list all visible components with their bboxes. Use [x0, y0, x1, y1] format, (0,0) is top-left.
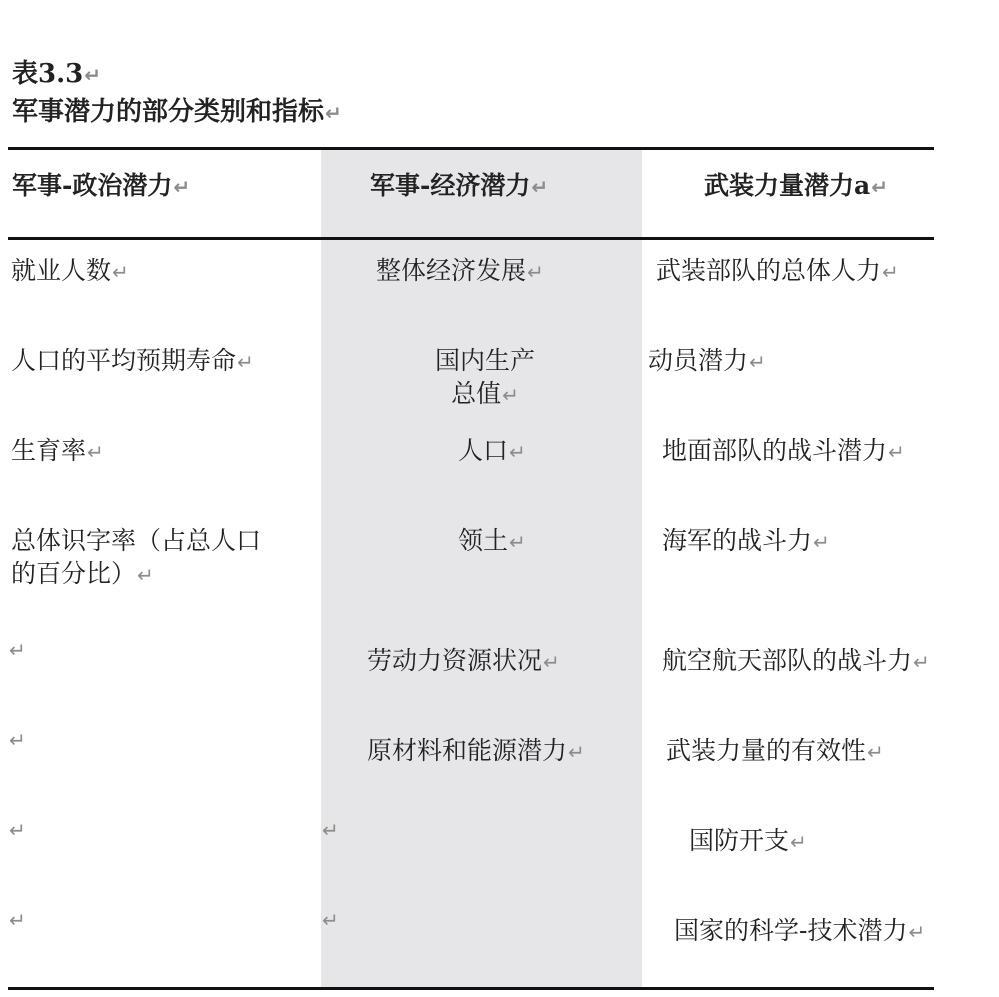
table-bottom-rule — [8, 987, 934, 990]
column-header-armed-forces: 武装力量潜力a↵ — [704, 171, 888, 200]
paragraph-mark-icon: ↵ — [173, 175, 191, 199]
table-cell: 国防开支↵ — [689, 826, 807, 855]
table-cell — [8, 812, 26, 847]
paragraph-mark-icon: ↵ — [84, 63, 101, 87]
paragraph-mark-icon: ↵ — [913, 650, 930, 674]
paragraph-mark-icon: ↵ — [112, 260, 129, 284]
paragraph-mark-icon: ↵ — [568, 740, 585, 764]
table-cell: 人口↵ — [458, 436, 526, 465]
paragraph-mark-icon: ↵ — [509, 440, 526, 464]
table-cell: 总体识字率（占总人口的百分比）↵ — [11, 526, 262, 588]
paragraph-mark-icon: ↵ — [908, 920, 926, 944]
table-cell: 武装部队的总体人力↵ — [656, 256, 899, 285]
paragraph-mark-icon: ↵ — [322, 908, 339, 932]
paragraph-mark-icon: ↵ — [87, 440, 104, 464]
table-cell: 领土↵ — [458, 526, 526, 555]
table-cell — [8, 902, 26, 937]
paragraph-mark-icon: ↵ — [813, 530, 830, 554]
paragraph-mark-icon: ↵ — [871, 175, 888, 199]
table-cell: 动员潜力↵ — [648, 346, 766, 375]
paragraph-mark-icon: ↵ — [237, 350, 254, 374]
paragraph-mark-icon: ↵ — [531, 175, 549, 199]
table-cell — [8, 632, 26, 667]
table-cell: 整体经济发展↵ — [376, 256, 544, 285]
paragraph-mark-icon: ↵ — [9, 908, 26, 932]
table-number: 表3.3↵ — [12, 59, 101, 89]
paragraph-mark-icon: ↵ — [322, 818, 339, 842]
table-cell: 地面部队的战斗潜力↵ — [662, 436, 905, 465]
table-header-rule — [8, 237, 934, 240]
table-cell: 就业人数↵ — [11, 256, 129, 285]
paragraph-mark-icon: ↵ — [543, 650, 560, 674]
table-cell — [8, 722, 26, 757]
paragraph-mark-icon: ↵ — [867, 740, 884, 764]
paragraph-mark-icon: ↵ — [9, 818, 26, 842]
column-header-political: 军事-政治潜力↵ — [12, 171, 191, 200]
paragraph-mark-icon: ↵ — [9, 638, 26, 662]
table-top-rule — [8, 147, 934, 150]
table-cell: 武装力量的有效性↵ — [666, 736, 884, 765]
paragraph-mark-icon: ↵ — [790, 830, 807, 854]
table-cell: 国内生产总值↵ — [434, 346, 535, 408]
table-cell: 劳动力资源状况↵ — [367, 646, 560, 675]
column-header-economic: 军事-经济潜力↵ — [370, 171, 549, 200]
table-cell: 国家的科学-技术潜力↵ — [674, 916, 926, 945]
table-title: 军事潜力的部分类别和指标↵ — [12, 97, 342, 127]
paragraph-mark-icon: ↵ — [509, 530, 526, 554]
table-cell — [321, 812, 339, 847]
table-cell: 海军的战斗力↵ — [662, 526, 830, 555]
paragraph-mark-icon: ↵ — [137, 563, 154, 587]
paragraph-mark-icon: ↵ — [325, 101, 342, 125]
paragraph-mark-icon: ↵ — [502, 383, 519, 407]
paragraph-mark-icon: ↵ — [9, 728, 26, 752]
table-cell: 人口的平均预期寿命↵ — [11, 346, 254, 375]
table-cell — [321, 902, 339, 937]
paragraph-mark-icon: ↵ — [882, 260, 899, 284]
table-cell: 生育率↵ — [11, 436, 104, 465]
table-cell: 航空航天部队的战斗力↵ — [662, 646, 930, 675]
table-cell: 原材料和能源潜力↵ — [367, 736, 585, 765]
paragraph-mark-icon: ↵ — [749, 350, 766, 374]
paragraph-mark-icon: ↵ — [888, 440, 905, 464]
paragraph-mark-icon: ↵ — [527, 260, 544, 284]
